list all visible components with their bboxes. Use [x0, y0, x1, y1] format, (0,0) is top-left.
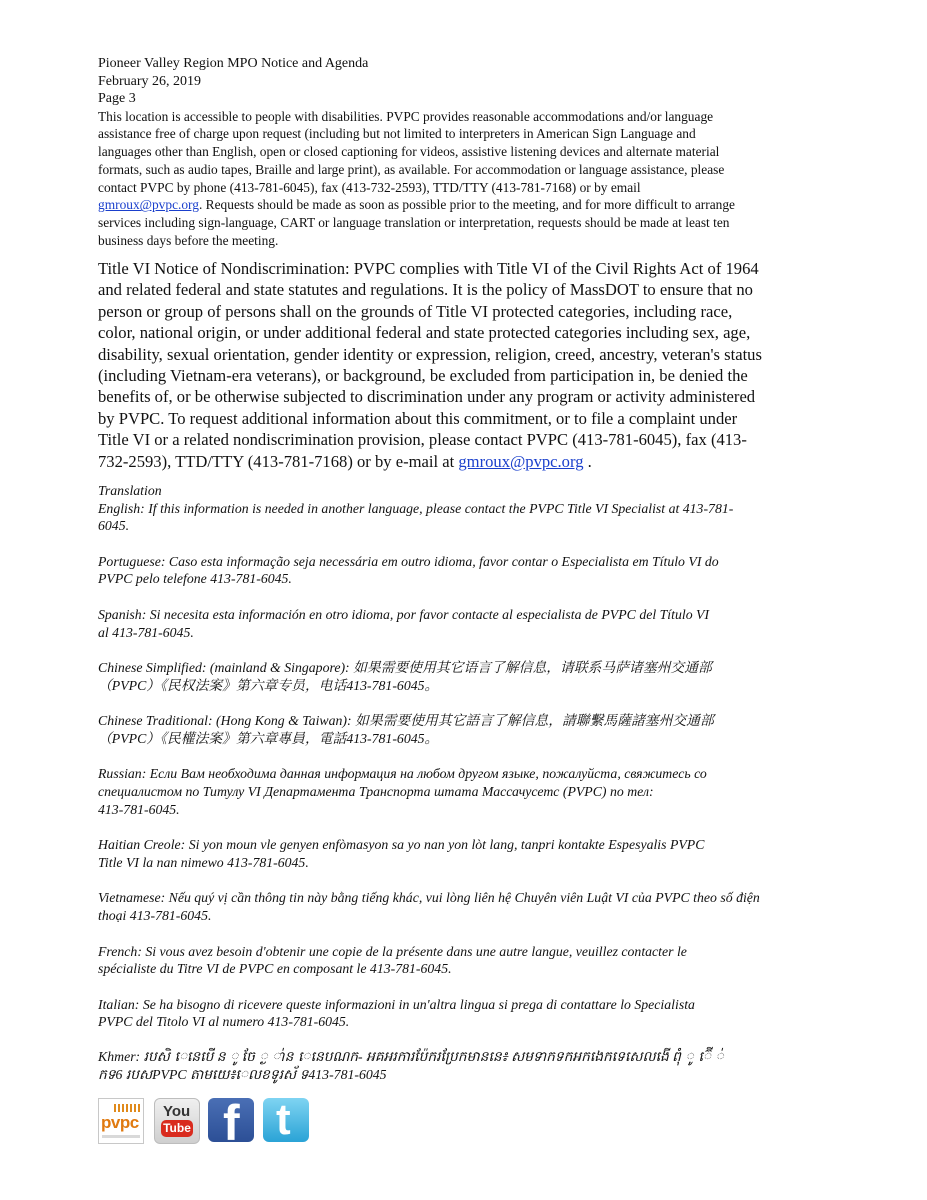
facebook-icon[interactable]: [208, 1098, 254, 1142]
translation-english: English: If this information is needed in another language, please contact the PVPC Title VI Specialist at 413-781-: [98, 500, 734, 516]
accessibility-notice: [98, 108, 833, 250]
text-line: This location is accessible to people with disabilities. PVPC provides reasonable accommodations and/or language: [98, 108, 714, 124]
twitter-icon[interactable]: [263, 1098, 309, 1142]
translation-chinese-traditional: Chinese Traditional: (Hong Kong & Taiwan): 如果需要使用其它語言了解信息，請聯繫馬薩諸塞州交通部: [98, 713, 714, 729]
translation-russian: специалистом по Титулу VI Департамента Транспорта штата Массачусетс (PVPC) по тел:: [98, 784, 654, 800]
header-date: February 26, 2019: [98, 73, 202, 89]
facebook-f-glyph: f: [223, 1098, 240, 1142]
translation-english: 6045.: [98, 518, 130, 534]
youtube-icon[interactable]: [154, 1098, 200, 1144]
translation-khmer: Khmer: របសិ េនេបើ ន ូ ចែ ្ង ា់ន េនេបណក- អគអរការប៉ែករប្រែកមាននេ៖ សមទាកទកអកងេកទេសេលងើ ព៉ំ ូ ៊ើ ់: [98, 1049, 724, 1064]
title-vi-notice: [98, 258, 833, 472]
text-line: [98, 451, 833, 472]
translation-haitian-creole: Title VI la nan nimewo 413-781-6045.: [98, 854, 309, 870]
email-link[interactable]: gmroux@pvpc.org: [98, 197, 199, 213]
translation-russian: 413-781-6045.: [98, 801, 180, 817]
text-line: and related federal and state statutes and regulations. It is the policy of MassDOT to ensure that no: [98, 280, 753, 300]
text-line: color, national origin, or under additional federal and state protected categories including sex, age,: [98, 323, 751, 343]
twitter-t-glyph: t: [276, 1098, 291, 1142]
translation-spanish: Spanish: Si necesita esta información en otro idioma, por favor contacte al especialista de PVPC del Título VI: [98, 606, 710, 622]
translation-vietnamese: Vietnamese: Nếu quý vị cần thông tin này bằng tiếng khác, vui lòng liên hệ Chuyên viên Luật VI của PVPC theo số điện: [98, 890, 760, 906]
text-line: person or group of persons shall on the grounds of Title VI protected categories, including race,: [98, 301, 733, 321]
text-line: (including Vietnam-era veterans), or background, be excluded from participation in, be denied the: [98, 365, 748, 385]
youtube-you-text: You: [163, 1103, 191, 1120]
text-fragment: . Requests should be made as soon as possible prior to the meeting, and for more difficult to arrange: [198, 197, 735, 213]
text-line: Title VI or a related nondiscrimination provision, please contact PVPC (413-781-6045), fax (413-: [98, 430, 747, 450]
translation-vietnamese: thoại 413-781-6045.: [98, 908, 212, 924]
text-line: languages other than English, open or closed captioning for videos, assistive listening devices and alternate material: [98, 144, 720, 160]
translation-heading: Translation: [98, 482, 162, 498]
translation-french: French: Si vous avez besoin d'obtenir une copie de la présente dans une autre langue, veuillez contacter le: [98, 943, 687, 959]
text-line: by PVPC. To request additional information about this commitment, or to file a complaint under: [98, 408, 738, 428]
translation-italian: Italian: Se ha bisogno di ricevere queste informazioni in un'altra lingua si prega di contattare lo Specialista: [98, 996, 695, 1012]
pvpc-logo-icon[interactable]: [98, 1098, 144, 1144]
translation-section: [98, 482, 833, 1083]
translation-spanish: al 413-781-6045.: [98, 624, 194, 640]
text-line: Title VI Notice of Nondiscrimination: PVPC complies with Title VI of the Civil Rights Act of 1964: [98, 258, 759, 278]
text-line: business days before the meeting.: [98, 233, 279, 249]
text-line: assistance free of charge upon request (including but not limited to interpreters in American Sign Language and: [98, 126, 696, 142]
text-fragment: .: [583, 451, 592, 471]
header-title: Pioneer Valley Region MPO Notice and Agenda: [98, 56, 369, 71]
document-page: [98, 55, 833, 1083]
youtube-tube-text: Tube: [161, 1120, 193, 1137]
translation-russian: Russian: Если Вам необходима данная информация на любом другом языке, пожалуйста, свяжитесь со: [98, 766, 707, 782]
header-page-number: Page 3: [98, 91, 136, 106]
translation-khmer: កទ6 របសPVPC តាមយេ៖េលខទូរស័ ទ413-781-6045: [98, 1066, 387, 1082]
pvpc-logo-text: pvpc: [101, 1113, 139, 1132]
translation-haitian-creole: Haitian Creole: Si yon moun vle genyen enfòmasyon sa yo nan yon lòt lang, tanpri kontakte Espesyalis PVPC: [98, 837, 705, 853]
text-line: benefits of, or be otherwise subjected to discrimination under any program or activity administered: [98, 387, 756, 407]
text-line: disability, sexual orientation, gender identity or expression, religion, creed, ancestry, veteran's status: [98, 344, 762, 364]
text-line: formats, such as audio tapes, Braille and large print), as available. For accommodation or language assistance, please: [98, 161, 725, 177]
text-line: contact PVPC by phone (413-781-6045), fax (413-732-2593), TTD/TTY (413-781-7168) or by email: [98, 179, 641, 195]
translation-portuguese: Portuguese: Caso esta informação seja necessária em outro idioma, favor contar o Especialista em Título VI do: [98, 553, 719, 569]
translation-chinese-simplified: Chinese Simplified: (mainland & Singapore): 如果需要使用其它语言了解信息，请联系马萨诸塞州交通部: [98, 660, 712, 676]
text-line: [98, 196, 833, 214]
page-header: [98, 55, 833, 108]
text-fragment: 732-2593), TTD/TTY (413-781-7168) or by e-mail at: [98, 451, 459, 471]
translation-chinese-simplified: （PVPC）《民权法案》第六章专员，电话413-781-6045。: [98, 677, 439, 693]
translation-french: spécialiste du Titre VI de PVPC en composant le 413-781-6045.: [98, 961, 452, 977]
translation-portuguese: PVPC pelo telefone 413-781-6045.: [98, 571, 292, 587]
text-line: services including sign-language, CART or language translation or interpretation, requests should be made at least ten: [98, 215, 730, 231]
translation-italian: PVPC del Titolo VI al numero 413-781-6045.: [98, 1014, 350, 1030]
translation-chinese-traditional: （PVPC）《民權法案》第六章專員，電話413-781-6045。: [98, 730, 439, 746]
email-link[interactable]: gmroux@pvpc.org: [458, 451, 584, 471]
